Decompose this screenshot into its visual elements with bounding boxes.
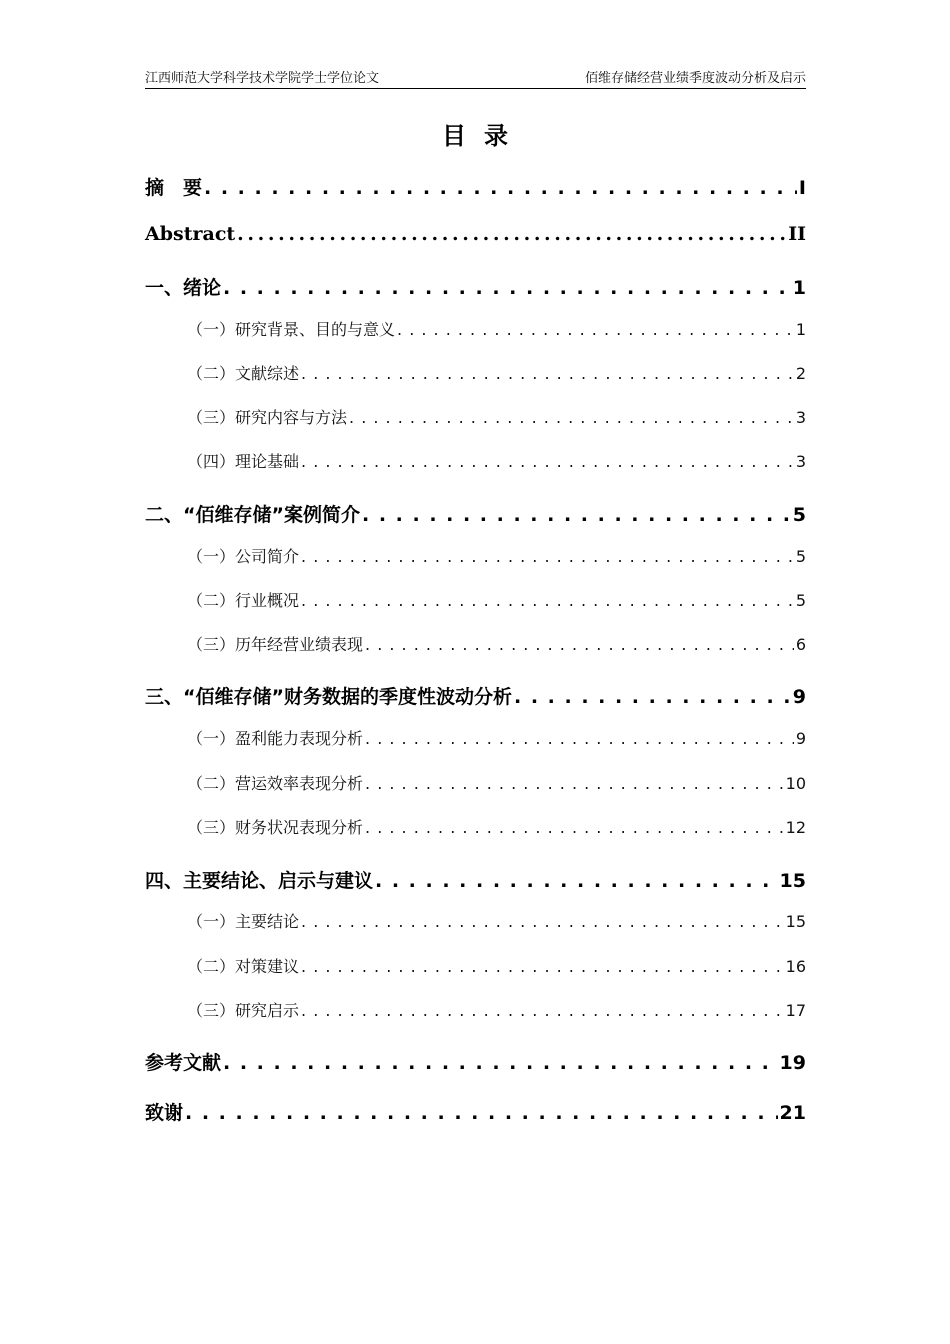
toc-entry-ch1-s2[interactable] bbox=[187, 361, 806, 384]
toc-entry-title: （三）研究启示 bbox=[187, 1001, 300, 1020]
toc-leader-dots bbox=[301, 452, 794, 471]
toc-entry-title: （四）理论基础 bbox=[187, 452, 300, 471]
toc-page-number: 1 bbox=[795, 320, 806, 339]
toc-entry-title: Abstract bbox=[145, 223, 236, 245]
toc-entry-title: 三、“佰维存储”财务数据的季度性波动分析 bbox=[145, 686, 512, 708]
toc-entry-acknowledgements[interactable] bbox=[145, 1098, 806, 1125]
toc-entry-abstract-cn[interactable] bbox=[145, 173, 806, 200]
toc-entry-ch3-s2[interactable] bbox=[187, 771, 806, 794]
toc-entry-abstract-en[interactable] bbox=[145, 223, 806, 245]
toc-entry-title: （一）研究背景、目的与意义 bbox=[187, 320, 396, 339]
toc-entry-title: 参考文献 bbox=[145, 1052, 222, 1074]
toc-entry-title: （二）文献综述 bbox=[187, 364, 300, 383]
toc-page-number: 12 bbox=[785, 818, 806, 837]
toc-page-number: 16 bbox=[785, 957, 806, 976]
toc-leader-dots bbox=[223, 1052, 778, 1074]
toc-page-number: 21 bbox=[779, 1102, 806, 1124]
toc-entry-ch1[interactable] bbox=[145, 273, 806, 300]
toc-leader-dots bbox=[365, 774, 784, 793]
toc-leader-dots bbox=[301, 591, 794, 610]
toc-leader-dots bbox=[301, 912, 784, 931]
toc-leader-dots bbox=[397, 320, 794, 339]
toc-entry-ch4-s1[interactable] bbox=[187, 909, 806, 932]
toc-leader-dots bbox=[301, 547, 794, 566]
toc-page-number: 2 bbox=[795, 364, 806, 383]
toc-entry-title: （三）研究内容与方法 bbox=[187, 408, 348, 427]
toc-entry-title: 摘 要 bbox=[145, 177, 203, 199]
toc-page-number: II bbox=[788, 223, 806, 245]
toc-page-number: 15 bbox=[779, 870, 806, 892]
toc-leader-dots bbox=[301, 957, 784, 976]
toc-entry-title: （二）行业概况 bbox=[187, 591, 300, 610]
header-school: 江西师范大学科学技术学院学士学位论文 bbox=[145, 71, 380, 86]
toc-leader-dots bbox=[301, 364, 794, 383]
toc-entry-title: 四、主要结论、启示与建议 bbox=[145, 870, 374, 892]
toc-page-number: 9 bbox=[795, 729, 806, 748]
toc-entry-ch3[interactable] bbox=[145, 682, 806, 709]
toc-entry-ch4[interactable] bbox=[145, 866, 806, 893]
toc-leader-dots bbox=[365, 635, 794, 654]
toc-entry-ch2-s1[interactable] bbox=[187, 544, 806, 567]
toc-page-number: 19 bbox=[779, 1052, 806, 1074]
toc-leader-dots bbox=[223, 277, 791, 299]
toc-leader-dots bbox=[362, 504, 791, 526]
toc-entry-title: （一）公司简介 bbox=[187, 547, 300, 566]
toc-leader-dots bbox=[204, 177, 797, 199]
toc-entry-ch2[interactable] bbox=[145, 500, 806, 527]
toc-entry-ch1-s3[interactable] bbox=[187, 405, 806, 428]
toc-entry-title: 二、“佰维存储”案例简介 bbox=[145, 504, 360, 526]
toc-entry-title: （三）财务状况表现分析 bbox=[187, 818, 364, 837]
toc-page-number: 9 bbox=[792, 686, 806, 708]
page-header bbox=[145, 64, 806, 89]
toc-entry-ch1-s4[interactable] bbox=[187, 449, 806, 472]
toc-leader-dots bbox=[349, 408, 794, 427]
toc-entry-title: （三）历年经营业绩表现 bbox=[187, 635, 364, 654]
toc-page-number: I bbox=[798, 177, 806, 199]
toc-entry-ch1-s1[interactable] bbox=[187, 317, 806, 340]
toc-page-number: 15 bbox=[785, 912, 806, 931]
toc-entry-title: （一）盈利能力表现分析 bbox=[187, 729, 364, 748]
toc-page-number: 5 bbox=[795, 591, 806, 610]
toc-entry-title: 致谢 bbox=[145, 1102, 184, 1124]
toc-title: 目录 bbox=[442, 122, 526, 150]
toc-leader-dots bbox=[237, 223, 786, 245]
header-thesis-title: 佰维存储经营业绩季度波动分析及启示 bbox=[584, 71, 806, 86]
toc-entry-ch4-s2[interactable] bbox=[187, 954, 806, 977]
toc-entry-title: （一）主要结论 bbox=[187, 912, 300, 931]
toc-entry-title: 一、绪论 bbox=[145, 277, 222, 299]
toc-leader-dots bbox=[375, 870, 778, 892]
toc-entry-ch4-s3[interactable] bbox=[187, 998, 806, 1021]
toc-leader-dots bbox=[301, 1001, 784, 1020]
toc-entry-ch2-s3[interactable] bbox=[187, 632, 806, 655]
toc-page-number: 1 bbox=[792, 277, 806, 299]
toc-leader-dots bbox=[365, 729, 794, 748]
toc-page-number: 5 bbox=[792, 504, 806, 526]
toc-entry-references[interactable] bbox=[145, 1048, 806, 1075]
toc-leader-dots bbox=[365, 818, 784, 837]
toc-page-number: 10 bbox=[785, 774, 806, 793]
toc-entry-ch3-s1[interactable] bbox=[187, 726, 806, 749]
toc-entry-title: （二）营运效率表现分析 bbox=[187, 774, 364, 793]
toc-leader-dots bbox=[514, 686, 791, 708]
toc-page-number: 6 bbox=[795, 635, 806, 654]
toc-page-number: 5 bbox=[795, 547, 806, 566]
toc-entry-ch3-s3[interactable] bbox=[187, 815, 806, 838]
toc-leader-dots bbox=[185, 1102, 778, 1124]
toc-page-number: 3 bbox=[795, 452, 806, 471]
toc-page-number: 17 bbox=[785, 1001, 806, 1020]
toc-entry-title: （二）对策建议 bbox=[187, 957, 300, 976]
toc-entry-ch2-s2[interactable] bbox=[187, 588, 806, 611]
toc-page-number: 3 bbox=[795, 408, 806, 427]
